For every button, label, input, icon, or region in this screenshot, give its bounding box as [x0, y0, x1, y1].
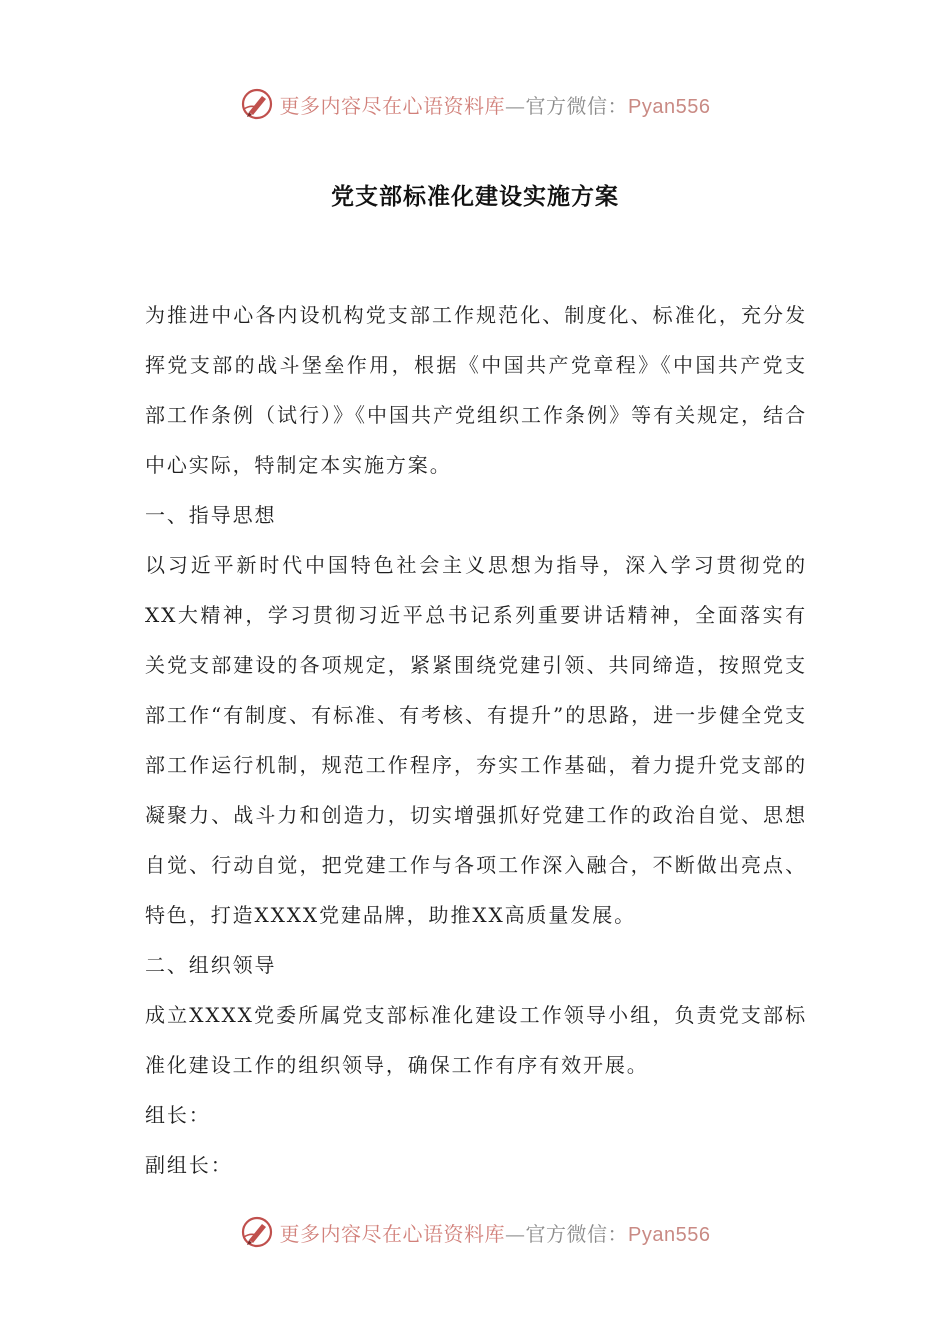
organization-paragraph: 成立XXXX党委所属党支部标准化建设工作领导小组，负责党支部标准化建设工作的组织领导，确保工作有序有效开展。	[145, 1003, 807, 1077]
intro-paragraph: 为推进中心各内设机构党支部工作规范化、制度化、标准化，充分发挥党支部的战斗堡垒作用，根据《中国共产党章程》《中国共产党支部工作条例（试行）》《中国共产党组织工作条例》等有关规定，结合中心实际，特制定本实施方案。	[145, 303, 807, 477]
banner-text	[280, 90, 711, 119]
banner-wechat-label: 官方微信：	[525, 1221, 629, 1246]
pen-circle-logo-icon	[240, 1215, 274, 1249]
banner-site-name: 更多内容尽在心语资料库	[279, 93, 506, 118]
banner-dash: —	[505, 1221, 526, 1246]
banner-dash: —	[505, 93, 526, 118]
footer-watermark-banner	[0, 1212, 950, 1252]
section-heading-organization: 二、组织领导	[145, 953, 277, 977]
banner-wechat-label: 官方微信：	[525, 93, 629, 118]
document-body	[145, 290, 807, 1190]
section-heading-guiding-thought: 一、指导思想	[145, 503, 277, 527]
banner-wechat-id: Pyan556	[628, 95, 711, 118]
group-leader-line: 组长：	[145, 1103, 211, 1127]
header-watermark-banner	[0, 84, 950, 124]
document-title: 党支部标准化建设实施方案	[331, 184, 619, 210]
banner-site-name: 更多内容尽在心语资料库	[279, 1221, 506, 1246]
pen-circle-logo-icon	[240, 87, 274, 121]
guiding-thought-paragraph: 以习近平新时代中国特色社会主义思想为指导，深入学习贯彻党的XX大精神，学习贯彻习近平总书记系列重要讲话精神，全面落实有关党支部建设的各项规定，紧紧围绕党建引领、共同缔造，按照党支部工作“有制度、有标准、有考核、有提升”的思路，进一步健全党支部工作运行机制，规范工作程序，夯实工作基础，着力提升党支部的凝聚力、战斗力和创造力，切实增强抓好党建工作的政治自觉、思想自觉、行动自觉，把党建工作与各项工作深入融合，不断做出亮点、特色，打造XXXX党建品牌，助推XX高质量发展。	[145, 553, 807, 927]
banner-wechat-id: Pyan556	[628, 1223, 711, 1246]
deputy-leader-line: 副组长：	[145, 1153, 233, 1177]
banner-text	[280, 1218, 711, 1247]
